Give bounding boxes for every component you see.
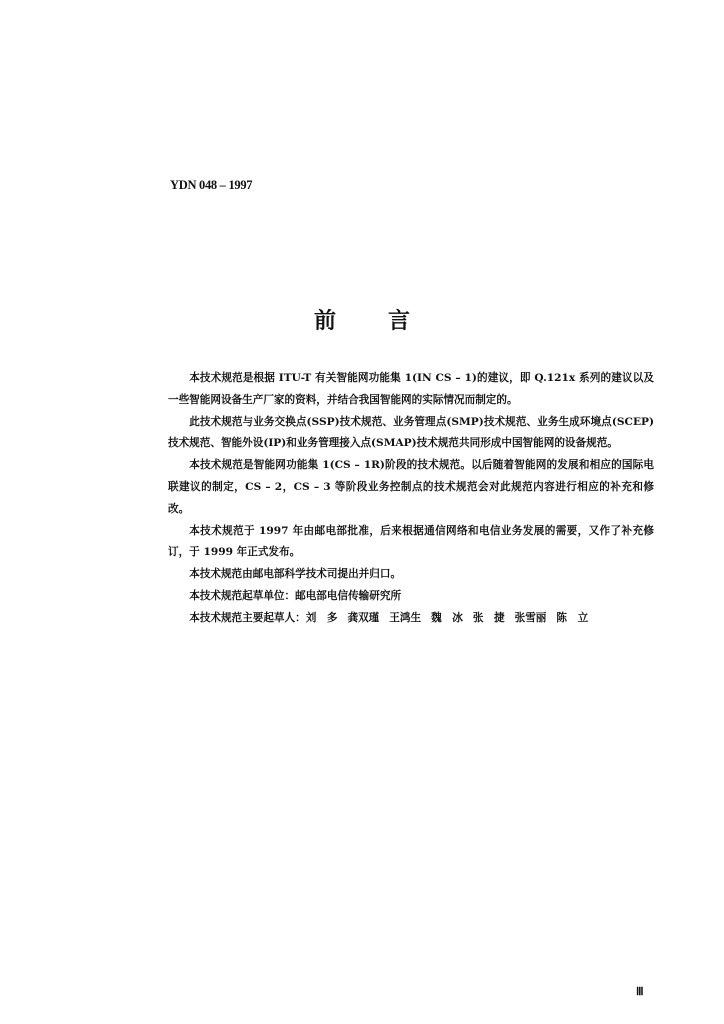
preface-body (168, 368, 654, 630)
document-code: YDN 048 – 1997 (170, 178, 253, 192)
paragraph-6: 本技术规范起草单位：邮电部电信传输研究所 (189, 589, 402, 602)
paragraph-1: 本技术规范是根据 ITU-T 有关智能网功能集 1(IN CS – 1)的建议，即 Q.121x 系列的建议以及一些智能网设备生产厂家的资料，并结合我国智能网的实际情况而制定的。 (168, 372, 654, 406)
paragraph-5: 本技术规范由邮电部科学技术司提出并归口。 (189, 568, 402, 581)
drafter-name: 张雪丽 (514, 611, 547, 624)
drafter-name: 陈 立 (556, 611, 589, 624)
drafter-name: 龚双瑾 (347, 611, 380, 624)
title-char-2: 言 (388, 308, 411, 334)
paragraph-4: 本技术规范于 1997 年由邮电部批准，后来根据通信网络和电信业务发展的需要，又作了补充修订，于 1999 年正式发布。 (168, 524, 654, 559)
drafter-name: 刘 多 (305, 611, 338, 624)
paragraph-2: 此技术规范与业务交换点(SSP)技术规范、业务管理点(SMP)技术规范、业务生成环境点(SCEP)技术规范、智能外设(IP)和业务管理接入点(SMAP)技术规范共同形成中国智能网的设备规范。 (168, 415, 654, 450)
page-title (0, 304, 724, 335)
title-char-1: 前 (313, 308, 336, 334)
paragraph-3: 本技术规范是智能网功能集 1(CS – 1R)阶段的技术规范。以后随着智能网的发展和相应的国际电联建议的制定，CS – 2，CS – 3 等阶段业务控制点的技术规范会对此规范内容进行相应的补充和修改。 (168, 459, 654, 515)
drafter-name: 王鸿生 (389, 611, 422, 624)
page-number: Ⅲ (636, 986, 644, 998)
drafter-name: 张 捷 (472, 611, 505, 624)
drafters-line (168, 608, 654, 630)
drafter-name: 魏 冰 (431, 611, 463, 624)
drafters-label: 本技术规范主要起草人： (189, 611, 306, 624)
